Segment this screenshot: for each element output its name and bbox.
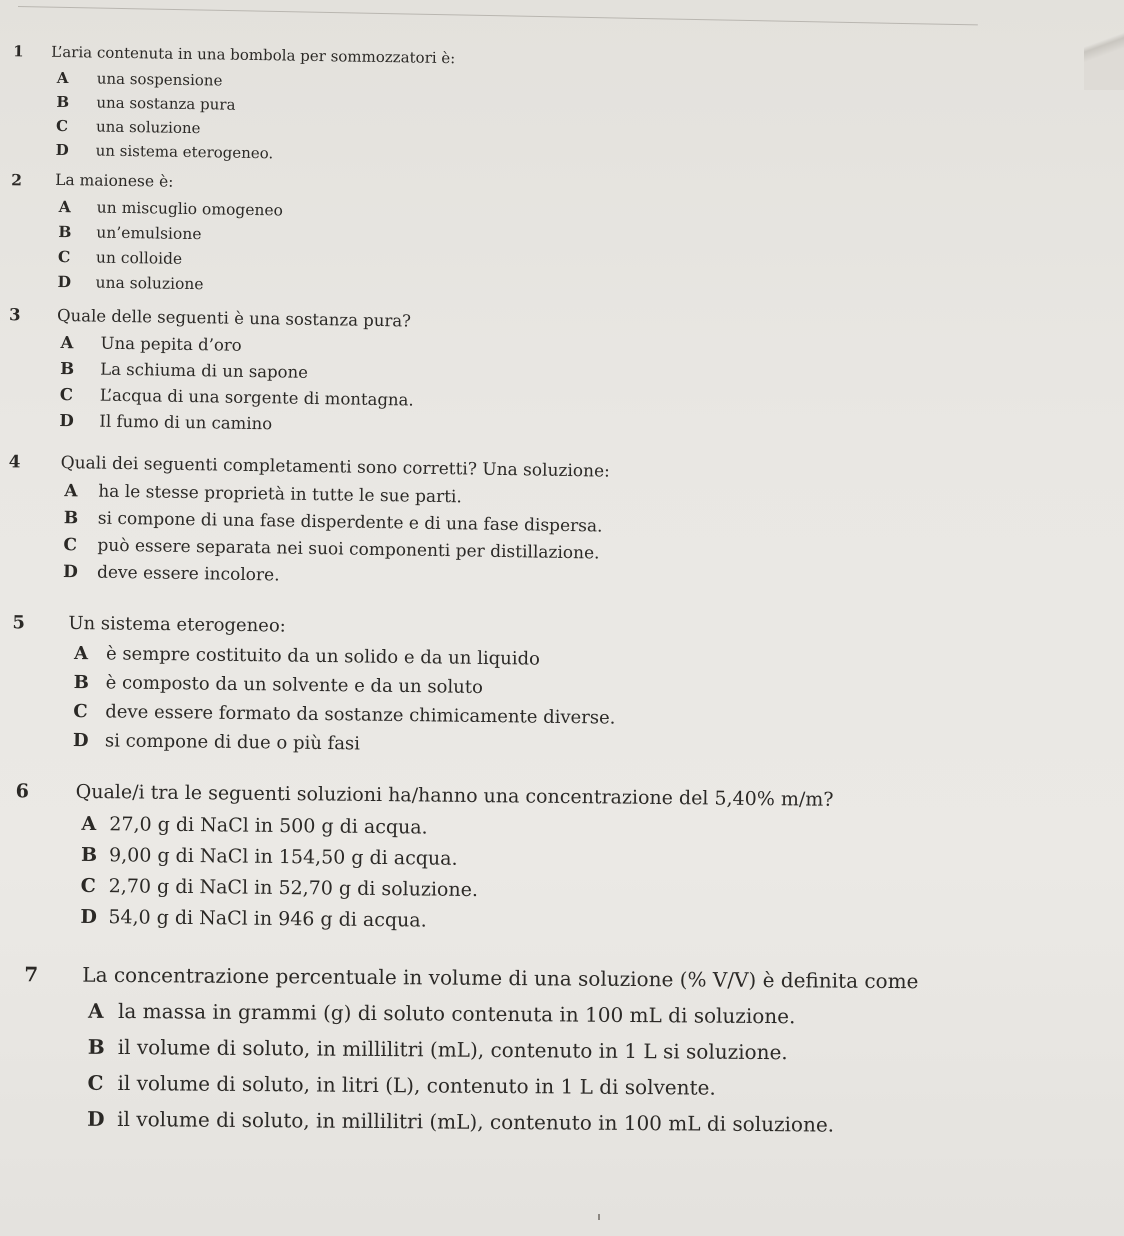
question-number: 5	[12, 612, 26, 634]
option-text: L’acqua di una sorgente di montagna.	[99, 385, 414, 410]
option-b	[88, 1035, 788, 1064]
option-letter: C	[59, 384, 74, 405]
option-b	[58, 222, 201, 243]
option-c	[87, 1071, 715, 1100]
option-letter: D	[59, 410, 74, 431]
option-letter: D	[80, 905, 98, 929]
option-letter: B	[58, 221, 72, 242]
question-number: 7	[24, 962, 39, 987]
option-d	[87, 1107, 834, 1137]
option-text: Una pepita d’oro	[100, 333, 242, 355]
option-a	[57, 69, 223, 90]
question-text: La concentrazione percentuale in volume di una soluzione (% V/V) è definita come	[82, 962, 919, 994]
option-letter: B	[87, 1034, 105, 1059]
option-text: deve essere incolore.	[96, 562, 280, 586]
option-letter: B	[60, 358, 75, 379]
question-text: Un sistema eterogeneo:	[68, 612, 286, 637]
option-text: un colloide	[95, 248, 183, 268]
question-number: 2	[11, 170, 23, 190]
option-c	[73, 701, 615, 729]
option-b	[74, 672, 483, 698]
question-number: 3	[8, 305, 21, 325]
option-letter: A	[60, 332, 74, 353]
option-b	[56, 93, 235, 114]
option-d	[80, 906, 427, 932]
question-text: La maionese è:	[55, 170, 174, 191]
option-c	[56, 117, 201, 137]
option-letter: C	[80, 874, 96, 898]
option-letter: A	[73, 642, 89, 665]
option-c	[60, 385, 414, 410]
option-text: un miscuglio omogeneo	[96, 198, 284, 220]
option-b	[64, 508, 603, 536]
option-letter: B	[56, 92, 70, 112]
option-text: 27,0 g di NaCl in 500 g di acqua.	[109, 813, 428, 839]
option-text: una soluzione	[95, 273, 204, 294]
option-text: Il fumo di un camino	[99, 411, 273, 434]
option-letter: D	[57, 271, 72, 292]
option-d	[56, 141, 274, 162]
question-number: 1	[13, 42, 24, 61]
option-text: una soluzione	[95, 117, 201, 138]
option-letter: D	[62, 562, 78, 583]
option-letter: A	[64, 481, 78, 502]
option-text: è sempre costituito da un solido e da un liquido	[105, 643, 541, 670]
page-corner-shadow	[1084, 0, 1124, 90]
option-letter: D	[87, 1106, 105, 1131]
option-b	[60, 359, 308, 382]
option-a	[74, 643, 540, 670]
option-text: una sostanza pura	[96, 93, 236, 114]
option-c	[63, 535, 599, 563]
option-text: può essere separata nei suoi componenti per distillazione.	[97, 535, 600, 564]
option-c	[81, 875, 478, 901]
option-text: la massa in grammi (g) di soluto contenuta in 100 mL di soluzione.	[117, 998, 796, 1029]
option-letter: A	[87, 998, 104, 1023]
option-text: ha le stesse proprietà in tutte le sue parti.	[98, 481, 462, 508]
page-top-edge	[18, 6, 978, 25]
option-text: il volume di soluto, in litri (L), contenuto in 1 L di solvente.	[117, 1070, 716, 1100]
option-letter: A	[56, 68, 69, 88]
option-text: è composto da un solvente e da un soluto	[105, 672, 484, 698]
option-text: una sospensione	[96, 69, 223, 90]
option-letter: C	[63, 535, 78, 556]
option-letter: B	[80, 843, 98, 867]
question-text: Quali dei seguenti completamenti sono corretti? Una soluzione:	[60, 453, 610, 482]
option-text: si compone di una fase disperdente e di una fase dispersa.	[97, 508, 603, 537]
option-text: La schiuma di un sapone	[100, 359, 309, 382]
option-letter: C	[87, 1070, 104, 1095]
option-letter: A	[58, 196, 71, 217]
option-a	[59, 197, 283, 220]
option-text: 54,0 g di NaCl in 946 g di acqua.	[108, 906, 427, 932]
question-number: 6	[15, 780, 30, 803]
option-letter: C	[73, 700, 88, 723]
option-d	[73, 730, 360, 755]
option-text: si compone di due o più fasi	[104, 730, 361, 755]
option-letter: B	[63, 508, 79, 529]
option-d	[63, 562, 280, 585]
question-text: L’aria contenuta in una bombola per sommozzatori è:	[51, 42, 456, 68]
option-a	[88, 999, 796, 1029]
option-letter: C	[55, 116, 69, 136]
option-text: deve essere formato da sostanze chimicamente diverse.	[105, 701, 616, 729]
question-text: Quale/i tra le seguenti soluzioni ha/hanno una concentrazione del 5,40% m/m?	[75, 780, 834, 811]
option-letter: B	[73, 671, 90, 694]
option-text: 9,00 g di NaCl in 154,50 g di acqua.	[108, 844, 458, 870]
option-c	[58, 247, 183, 268]
option-a	[64, 481, 462, 507]
option-d	[57, 272, 203, 293]
option-text: un sistema eterogeneo.	[95, 141, 274, 163]
option-text: il volume di soluto, in millilitri (mL), contenuto in 1 L si soluzione.	[117, 1034, 788, 1065]
option-text: 2,70 g di NaCl in 52,70 g di soluzione.	[108, 875, 479, 902]
question-number: 4	[8, 452, 21, 473]
option-b	[81, 844, 458, 870]
option-text: il volume di soluto, in millilitri (mL), contenuto in 100 mL di soluzione.	[117, 1106, 835, 1137]
option-letter: D	[55, 140, 69, 160]
option-text: un’emulsione	[96, 223, 202, 244]
option-a	[81, 813, 428, 839]
option-a	[60, 333, 241, 355]
option-letter: D	[72, 729, 89, 752]
option-letter: C	[57, 246, 71, 267]
option-d	[59, 411, 272, 433]
question-text: Quale delle seguenti è una sostanza pura?	[56, 305, 412, 331]
paper-speck	[598, 1214, 600, 1220]
option-letter: A	[81, 812, 97, 836]
